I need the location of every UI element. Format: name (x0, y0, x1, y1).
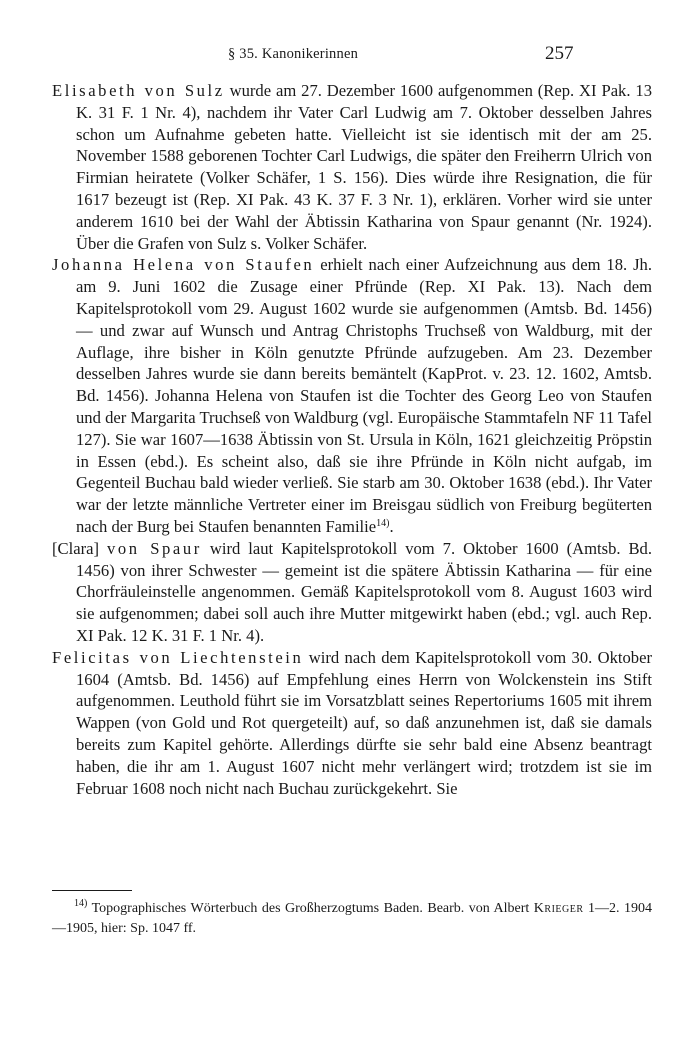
main-text (52, 80, 652, 799)
entry-johanna-helena-von-staufen (52, 254, 652, 537)
footnote-reference[interactable]: 14) (376, 517, 390, 529)
entry-text: erhielt nach einer Aufzeichnung aus dem 18. Jh. am 9. Juni 1602 die Zusage einer Pfründe (Rep. XI Pak. 13). Nach dem Kapitelsprotokoll vom 29. August 1602 wurde sie aufgenommen (Amtsb. Bd. 1456) — und zwar auf Wunsch und Antrag Christophs Truchseß von Waldburg, mit der Auflage, ihre bisher in Köln genutzte Pfründe aufzugeben. Am 23. Dezember desselben Jahres wurde sie dann bereits bemäntelt (KapProt. v. 23. 12. 1602, Amtsb. Bd. 1456). Johanna Helena von Staufen ist die Tochter des Georg Leo von Staufen und der Margarita Truchseß von Waldburg (vgl. Europäische Stammtafeln NF 11 Tafel 127). Sie war 1607—1638 Äbtissin von St. Ursula in Köln, 1621 gleichzeitig Pröpstin in Essen (ebd.). Es scheint also, daß sie ihre Pfründe in Köln nicht aufgab, im Gegenteil Buchau bald wieder verließ. Sie starb am 30. Oktober 1638 (ebd.). Ihr Vater war der letzte männliche Vertreter einer im Breisgau südlich von Freiburg begüterten nach der Burg bei Staufen benannten Familie (76, 255, 652, 536)
entry-name: Felicitas von Liechtenstein (52, 647, 304, 667)
entry-name: Elisabeth von Sulz (52, 81, 225, 100)
running-title: § 35. Kanonikerinnen (228, 46, 359, 62)
entry-text: wird nach dem Kapitelsprotokoll vom 30. Oktober 1604 (Amtsb. Bd. 1456) auf Empfehlung eines Herrn von Wolckenstein ins Stift aufgenommen. Leuthold führt sie im Vorsatzblatt seines Repertoriums 1605 mit ihrem Wappen (von Gold und Rot quergeteilt) auf, so daß anzunehmen ist, daß sie damals bereits zum Kapitel gehörte. Allerdings dürfte sie sehr bald eine Absenz beantragt haben, die ihr am 1. August 1607 nicht mehr verlängert wird; trotzdem ist sie im Februar 1608 noch nicht nach Buchau zurückgekehrt. Sie (76, 647, 652, 798)
entry-felicitas-von-liechtenstein (52, 647, 652, 800)
footnote-marker: 14) (74, 898, 88, 909)
footnote-divider (52, 890, 132, 891)
footnote-author: Krieger (533, 901, 584, 916)
page-number: 257 (545, 43, 574, 64)
footnote (52, 899, 652, 939)
footnote-text-end: 1—2. 1904—1905, hier: Sp. 1047 ff. (52, 901, 653, 936)
entry-elisabeth-von-sulz (52, 80, 652, 254)
entry-text-end: . (389, 516, 394, 536)
entry-name: Johanna Helena von Staufen (52, 255, 315, 275)
entry-text: wird laut Kapitelsprotokoll vom 7. Oktober 1600 (Amtsb. Bd. 1456) von ihrer Schwester — gemeint ist die spätere Äbtissin Katharina — für eine Chorfräuleinstelle angenommen. Gemäß Kapitelsprotokoll vom 8. August 1603 wird sie aufgenommen; dabei soll auch ihre Mutter mitgewirkt haben (ebd.; vgl. auch Rep. XI Pak. 12 K. 31 F. 1 Nr. 4). (76, 538, 652, 645)
footnote-text: Topographisches Wörterbuch des Großherzogtums Baden. Bearb. von Albert (87, 901, 534, 916)
entry-prefix: [Clara] (52, 538, 107, 558)
entry-text: wurde am 27. Dezember 1600 aufgenommen (Rep. XI Pak. 13 K. 31 F. 1 Nr. 4), nachdem ihr Vater Carl Ludwig am 7. Oktober desselben Jahres schon um Aufnahme gebeten hatte. Vielleicht ist sie identisch mit der am 25. November 1588 geborenen Tochter Carl Ludwigs, die später den Freiherrn Ulrich von Firmian heiratete (Volker Schäfer, 1 S. 156). Dies würde ihre Resignation, die für 1617 bezeugt ist (Rep. XI Pak. 43 K. 37 F. 3 Nr. 1), erklären. Vorher wird sie unter anderem 1610 bei der Wahl der Äbtissin Katharina von Spaur genannt (Nr. 1924). Über die Grafen von Sulz s. Volker Schäfer. (76, 81, 652, 253)
running-head (0, 43, 700, 67)
entry-name: von Spaur (106, 538, 202, 558)
entry-clara-von-spaur (52, 538, 652, 647)
